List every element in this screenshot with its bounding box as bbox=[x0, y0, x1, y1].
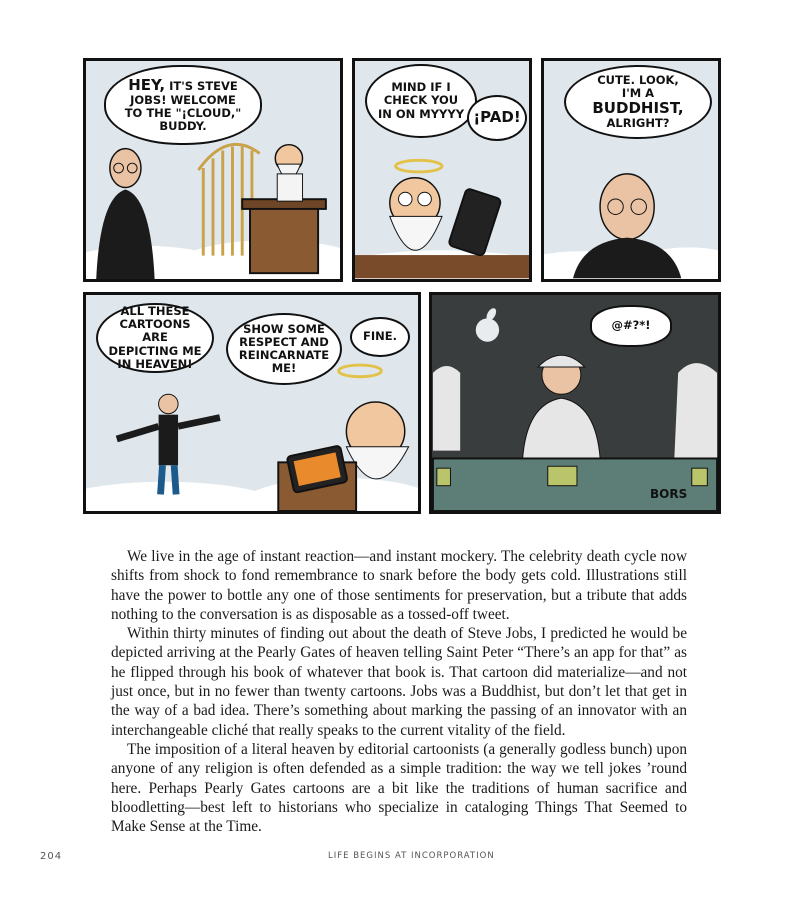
comic-panel-1 bbox=[83, 58, 343, 282]
speech-line: CUTE. LOOK, bbox=[597, 72, 679, 87]
speech-line: RESPECT AND bbox=[239, 334, 329, 349]
article-body bbox=[111, 547, 687, 836]
panel-4-speech-bubble-1 bbox=[96, 303, 214, 373]
ipad-shout: ¡PAD! bbox=[473, 108, 521, 127]
speech-line: DEPICTING ME bbox=[108, 343, 202, 358]
speech-line: I'M A bbox=[621, 85, 655, 100]
speech-line: IT'S STEVE bbox=[169, 78, 238, 93]
artist-signature: BORS bbox=[650, 487, 688, 501]
speech-line: REINCARNATE bbox=[238, 348, 330, 362]
body-paragraph: Within thirty minutes of finding out about the death of Steve Jobs, I predicted he would be depicted arriving at the Pearly Gates of heaven telling Saint Peter “There’s an app for that” as he flipped through his book of whatever that book is. That cartoon did materialize—and not just once, but in no fewer than twenty cartoons. Jobs was a Buddhist, but don’t let that get in the way of a bad idea. There’s something about marking the passing of an innovator with an interchangeable cliché that really speaks to the current vitality of the field. bbox=[111, 625, 687, 739]
panel-4-speech-bubble-3 bbox=[350, 317, 410, 357]
speech-line: FINE. bbox=[363, 329, 397, 344]
panel-1-speech-bubble bbox=[104, 65, 262, 145]
speech-line: ME! bbox=[271, 361, 297, 376]
comic-panel-4 bbox=[83, 292, 421, 514]
speech-line: MIND IF I bbox=[391, 80, 451, 95]
comic-panel-3 bbox=[541, 58, 721, 282]
speech-line: IN HEAVEN! bbox=[117, 356, 193, 371]
page-number: 204 bbox=[40, 851, 63, 862]
speech-line: CARTOONS ARE bbox=[119, 317, 191, 345]
panel-2-shout-bubble bbox=[467, 95, 527, 141]
body-paragraph: We live in the age of instant reaction—and instant mockery. The celebrity death cycle now shifts from shock to fond remembrance to snark before the body gets cold. Illustrations still have the power to bottle any one of those sentiments for preservation, but a tribute that adds nothing to the conversation is as disposable as a tossed-off tweet. bbox=[111, 548, 687, 623]
speech-line: ALRIGHT? bbox=[606, 116, 670, 131]
panel-3-speech-bubble bbox=[564, 65, 712, 139]
comic-panel-2 bbox=[352, 58, 532, 282]
speech-line: JOBS! WELCOME bbox=[130, 92, 236, 107]
speech-line: CHECK YOU bbox=[383, 93, 459, 108]
speech-line: BUDDY. bbox=[159, 119, 207, 134]
running-title: LIFE BEGINS AT INCORPORATION bbox=[328, 851, 495, 861]
speech-line: IN ON MYYYY bbox=[377, 106, 465, 121]
hey-word: HEY, bbox=[128, 75, 166, 94]
speech-line: ALL THESE bbox=[120, 303, 190, 318]
body-paragraph: The imposition of a literal heaven by editorial cartoonists (a generally godless bunch) upon anyone of any religion is often defended as a simple tradition: the way we tell jokes ’round here. Perhaps Pearly Gates cartoons are a bit like the traditions of human sacrifice and bloodletting—best left to historians who specialize in cataloging Things That Seemed to Make Sense at the Time. bbox=[111, 740, 687, 836]
speech-line: TO THE "¡CLOUD," bbox=[124, 106, 242, 121]
panel-4-speech-bubble-2 bbox=[226, 313, 342, 385]
thought-symbols: @#?*! bbox=[611, 318, 651, 333]
panel-5-thought-bubble bbox=[590, 305, 672, 347]
speech-line: SHOW SOME bbox=[243, 321, 325, 336]
panel-2-speech-bubble bbox=[365, 64, 477, 138]
panel-5-art bbox=[432, 295, 718, 511]
buddhist-word: BUDDHIST, bbox=[592, 98, 684, 117]
comic-panel-5 bbox=[429, 292, 721, 514]
